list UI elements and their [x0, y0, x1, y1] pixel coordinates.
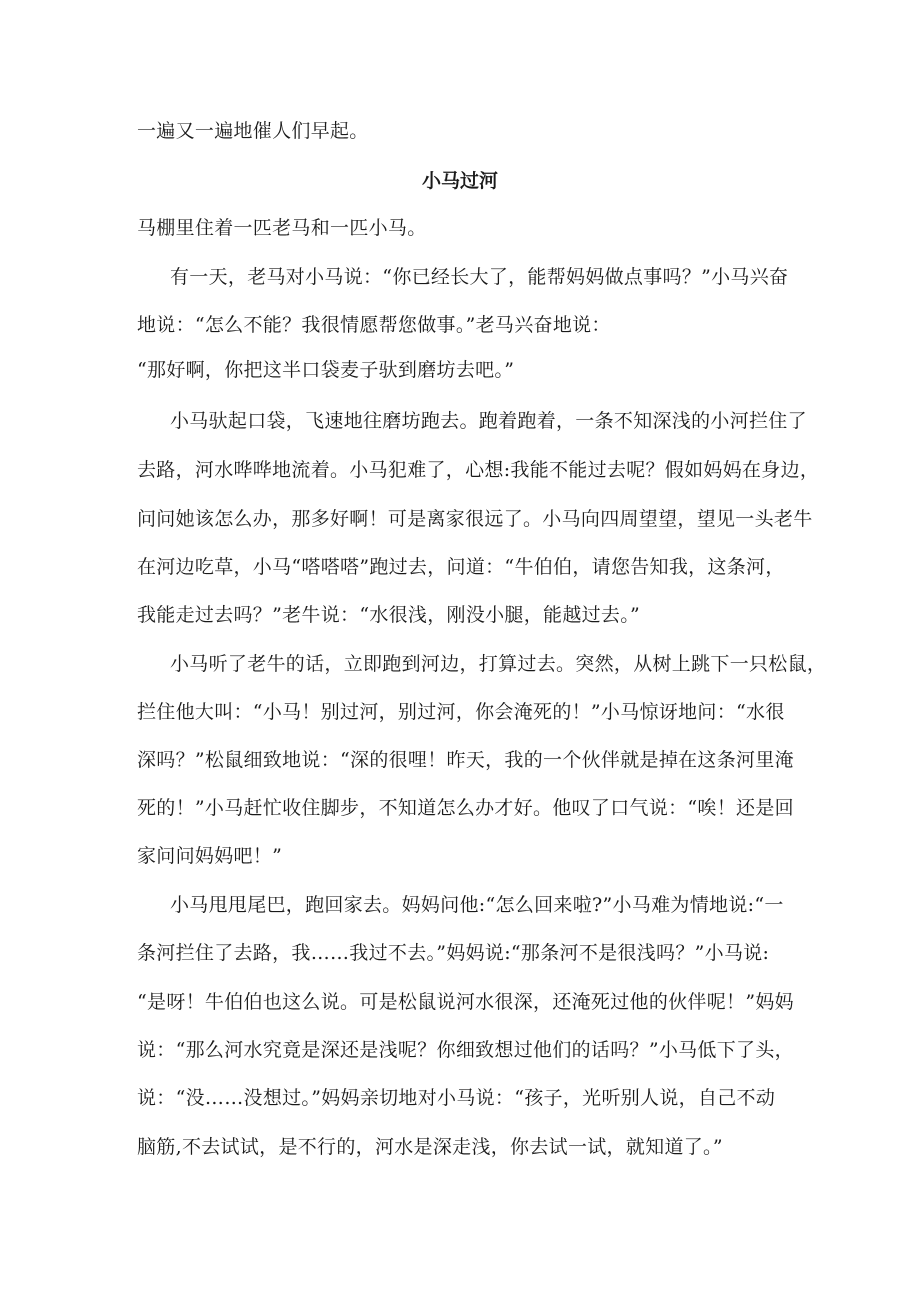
- text-line-2: 马棚里住着一匹老马和一匹小马。: [137, 217, 427, 239]
- paragraph-4-line-3: “是呀！牛伯伯也这么说。可是松鼠说河水很深，还淹死过他的伙伴呢！”妈妈: [137, 991, 794, 1013]
- paragraph-3-line-1: 小马听了老牛的话，立即跑到河边，打算过去。突然，从树上跳下一只松鼠，: [170, 653, 827, 675]
- paragraph-3-line-2: 拦住他大叫：“小马！别过河，别过河，你会淹死的！”小马惊讶地问：“水很: [137, 701, 785, 723]
- paragraph-2-line-4: 在河边吃草，小马“嗒嗒嗒”跑过去，问道：“牛伯伯，请您告知我，这条河，: [137, 556, 785, 578]
- paragraph-1-line-2: 地说：“怎么不能？我很情愿帮您做事。”老马兴奋地说：: [137, 314, 611, 336]
- paragraph-4-line-5: 说：“没……没想过。”妈妈亲切地对小马说：“孩子，光听别人说，自己不动: [137, 1087, 776, 1109]
- paragraph-2-line-1: 小马驮起口袋，飞速地往磨坊跑去。跑着跑着，一条不知深浅的小河拦住了: [170, 410, 807, 432]
- text-line-1: 一遍又一遍地催人们早起。: [137, 120, 369, 142]
- paragraph-4-line-4: 说：“那么河水究竟是深还是浅呢？你细致想过他们的话吗？”小马低下了头，: [137, 1039, 794, 1061]
- paragraph-2-line-2: 去路，河水哗哗地流着。小马犯难了，心想:我能不能过去呢？假如妈妈在身边，: [137, 459, 820, 481]
- paragraph-3-line-3: 深吗？”松鼠细致地说：“深的很哩！昨天，我的一个伙伴就是掉在这条河里淹: [137, 749, 794, 771]
- paragraph-2-line-3: 问问她该怎么办，那多好啊！可是离家很远了。小马向四周望望，望见一头老牛: [137, 508, 813, 530]
- story-title: 小马过河: [421, 170, 498, 192]
- paragraph-4-line-1: 小马甩甩尾巴，跑回家去。妈妈问他:“怎么回来啦?”小马难为情地说:“一: [170, 894, 784, 916]
- paragraph-1-line-1: 有一天，老马对小马说：“你已经长大了，能帮妈妈做点事吗？”小马兴奋: [170, 266, 789, 288]
- paragraph-3-line-4: 死的！”小马赶忙收住脚步，不知道怎么办才好。他叹了口气说：“唉！还是回: [137, 797, 794, 819]
- paragraph-3-line-5: 家问问妈妈吧！”: [137, 845, 283, 867]
- paragraph-2-line-5: 我能走过去吗？”老牛说：“水很浅，刚没小腿，能越过去。”: [137, 604, 641, 626]
- paragraph-4-line-2: 条河拦住了去路，我……我过不去。”妈妈说:“那条河不是很浅吗？”小马说:: [137, 942, 770, 964]
- paragraph-4-line-6: 脑筋,不去试试，是不行的，河水是深走浅，你去试一试，就知道了。”: [137, 1136, 723, 1158]
- paragraph-1-line-3: “那好啊，你把这半口袋麦子驮到磨坊去吧。”: [137, 359, 515, 381]
